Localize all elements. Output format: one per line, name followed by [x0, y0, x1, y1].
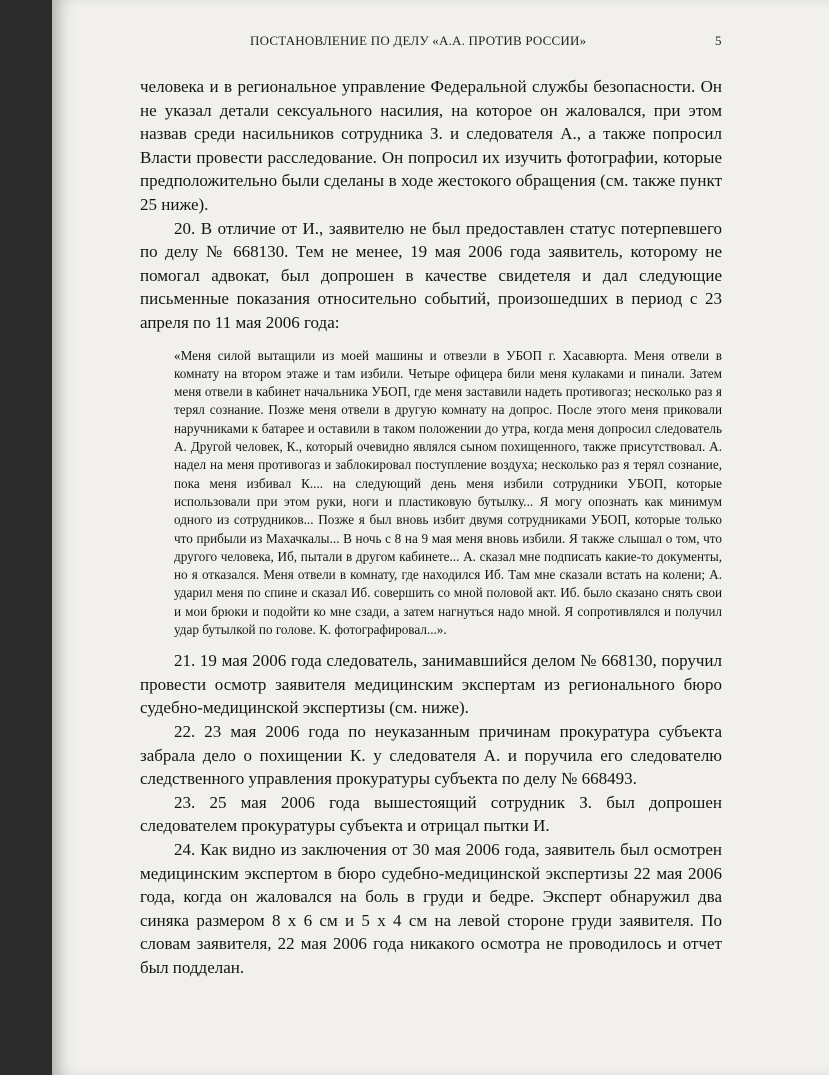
- paragraph-20: 20. В отличие от И., заявителю не был предоставлен статус потерпевшего по делу № 668130. Тем не менее, 19 мая 2006 года заявитель, которому не помогал адвокат, был допрошен в качестве свидетеля и дал следующие письменные показания относительно событий, произошедших в период с 23 апреля по 11 мая 2006 года:: [140, 218, 722, 332]
- witness-statement-quote: «Меня силой вытащили из моей машины и отвезли в УБОП г. Хасавюрта. Меня отвели в комнату на втором этаже и там избили. Четыре офицера били меня кулаками и пинали. Затем меня отвели в кабинет начальника УБОП, где меня заставили надеть противогаз; несколько раз я терял сознание. Позже меня отвели в другую комнату на допрос. После этого меня приковали наручниками к батарее и оставили в таком положении до утра, когда меня допросил следователь А. Другой человек, К., который очевидно являлся сыном похищенного, также присутствовал. А. надел на меня противогаз и заблокировал поступление воздуха; несколько раз я терял сознание, пока меня избивал К.... на следующий день меня избили сотрудники УБОП, которые использовали при этом руки, ноги и пластиковую бутылку... Я могу опознать как минимум одного из сотрудников... Позже я был вновь избит двумя сотрудниками УБОП, которые только что прибыли из Махачкалы... В ночь с 8 на 9 мая меня вновь избили. Я также слышал о том, что другого человека, Иб, пытали в другом кабинете... А. сказал мне подписать какие-то документы, но я отказался. Меня отвели в комнату, где находился Иб. Там мне сказали встать на колени; А. ударил меня по спине и сказал Иб. совершить со мной половой акт. Иб. было сказано снять свои и мои брюки и подойти ко мне сзади, а затем нагнуться надо мной. Я сопротивлялся и получил удар бутылкой по голове. К. фотографировал...».: [174, 347, 722, 637]
- paragraph-21: 21. 19 мая 2006 года следователь, занимавшийся делом № 668130, поручил провести осмотр заявителя медицинским экспертам из регионального бюро судебно-медицинской экспертизы (см. ниже).: [140, 651, 722, 718]
- running-header: [52, 31, 829, 51]
- paragraph-22: 22. 23 мая 2006 года по неуказанным причинам прокуратура субъекта забрала дело о похищении К. у следователя А. и поручила его следователю следственного управления прокуратуры субъекта по делу № 668493.: [140, 722, 722, 789]
- document-body: [140, 75, 722, 980]
- paragraph-19-continuation: человека и в региональное управление Федеральной службы безопасности. Он не указал детали сексуального насилия, на которое он жаловался, при этом назвав среди насильников сотрудника З. и следователя А., а также попросил Власти провести расследование. Он попросил их изучить фотографии, которые предположительно были сделаны в ходе жестокого обращения (см. также пункт 25 ниже).: [140, 77, 722, 214]
- page-number: 5: [715, 33, 722, 48]
- header-title: ПОСТАНОВЛЕНИЕ ПО ДЕЛУ «А.А. ПРОТИВ РОССИИ»: [250, 33, 587, 48]
- document-page: [52, 0, 829, 1075]
- paragraph-24: 24. Как видно из заключения от 30 мая 2006 года, заявитель был осмотрен медицинским экспертом в бюро судебно-медицинской экспертизы 22 мая 2006 года, когда он жаловался на боль в груди и бедре. Эксперт обнаружил два синяка размером 8 x 6 см и 5 x 4 см на левой стороне груди заявителя. По словам заявителя, 22 мая 2006 года никакого осмотра не проводилось и отчет был подделан.: [140, 840, 722, 977]
- paragraph-23: 23. 25 мая 2006 года вышестоящий сотрудник З. был допрошен следователем прокуратуры субъекта и отрицал пытки И.: [140, 792, 722, 836]
